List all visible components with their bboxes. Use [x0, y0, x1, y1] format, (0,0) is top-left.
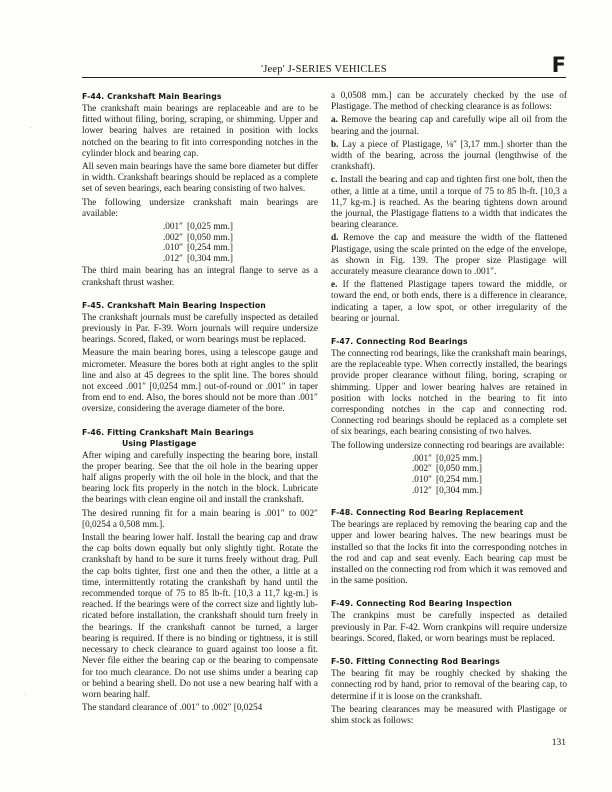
procedure-step [331, 233, 567, 278]
right-column [331, 91, 567, 729]
left-column [82, 91, 318, 716]
spec-inch: .010″ [162, 243, 183, 254]
section-heading [82, 427, 318, 449]
heading-line: Using Plastigage [122, 438, 197, 448]
paragraph: The standard clearance of .001″ to .002″ [0,0254 [82, 703, 263, 714]
procedure-step [331, 175, 567, 231]
header-title: 'Jeep' J-SERIES VEHICLES [261, 64, 387, 75]
section-f44 [82, 91, 318, 289]
step-label: e. [331, 280, 338, 291]
spec-inch: .012″ [411, 485, 432, 496]
procedure-step [331, 280, 567, 325]
spec-inch: .010″ [411, 475, 432, 486]
spec-inch: .012″ [162, 253, 183, 264]
section-f50 [331, 656, 567, 727]
section-f49 [331, 598, 567, 645]
undersize-bearing-list [82, 222, 318, 264]
spec-row [82, 233, 318, 244]
undersize-bearing-list [331, 454, 567, 496]
spec-row [331, 454, 567, 465]
spec-mm: [0,050 mm.] [187, 232, 233, 243]
paragraph: The connecting rod bearings, like the crankshaft main bearings, are the replaceable type. When correctly installed, the bearings provide proper clearance without filing, boring, scraping or shimming. Upper and lower bearing halves are retained in position with locks notched in the bearing to fit into corresponding notches in the cap and connecting rod. Connecting rod bearings should be replaced as a complete set of six bearings, each bearing consisting of two halves. [331, 349, 567, 438]
section-heading: F-45. Crankshaft Main Bearing Inspection [82, 300, 266, 310]
running-header [82, 55, 566, 78]
section-spacer [331, 498, 567, 507]
procedure-step [331, 140, 567, 174]
spec-inch: .001″ [411, 453, 432, 464]
step-label: c. [331, 175, 338, 186]
spec-mm: [0,254 mm.] [436, 475, 482, 486]
section-spacer [331, 589, 567, 598]
section-heading: F-48. Connecting Rod Bearing Replacement [331, 508, 524, 518]
step-text: If the flattened Plastigage tapers toward the middle, or toward the end, or both ends, there is a difference in clearance, indicating a taper, a low spot, or other irregularity of the bearing or journal. [331, 280, 567, 324]
paragraph: Measure the main bearing bores, using a telescope gauge and micrometer. Measure the bores both at right angles to the split line and also at 45 degrees to the split line. The bores should not exceed .001″ [0,0254 mm.] out-of-round or .001″ in taper from end to end. Also, the bores should not be more than .001″ oversize, considering the average diameter of the bore. [82, 348, 318, 415]
spec-row [331, 486, 567, 497]
step-text: Remove the cap and measure the width of the flattened Plastigage, using the scale printed on the edge of the envelope, as shown in Fig. 139. The proper size Plastigage will accurately measure clearance down to .001″. [331, 233, 568, 278]
scan-speck: · [24, 692, 26, 699]
step-label: d. [331, 233, 339, 244]
step-label: b. [331, 139, 339, 150]
step-text: Install the bearing and cap and tighten first one bolt, then the other, a little at a time, until a torque of 75 to 85 lb-ft. [10,3 a 11,7 kg-m.] is reached. As the bearing tightens down around the journal, the Plastigage flattens to a width that indicates the bearing clearance. [331, 175, 567, 231]
section-f45 [82, 300, 318, 416]
section-f46-continued [331, 91, 567, 325]
spec-row [82, 243, 318, 254]
spec-mm: [0,304 mm.] [187, 253, 233, 264]
section-spacer [331, 327, 567, 336]
spec-row [82, 254, 318, 265]
paragraph: The bearing fit may be roughly checked by shaking the connecting rod by hand, prior to removal of the bearing cap, to determine if it is loose on the crankshaft. [331, 669, 567, 702]
page-number: 131 [551, 738, 566, 748]
paragraph: a 0,0508 mm.] can be accurately checked by the use of Plastigage. The method of checking clearance is as follows: [331, 91, 567, 113]
paragraph: The bearings are replaced by removing the bearing cap and the upper and lower bearing halves. The new bearings must be installed so that the locks fit into the corresponding notches in the rod and cap and seat evenly. Each bearing cap must be installed on the connecting rod from which it was removed and in the same position. [331, 520, 567, 587]
paragraph: The bearing clearances may be measured with Plastigage or shim stock as follows: [331, 704, 567, 726]
spec-mm: [0,254 mm.] [187, 243, 233, 254]
procedure-step [331, 115, 567, 137]
spec-inch: .001″ [162, 222, 183, 233]
spec-inch: .002″ [162, 232, 183, 243]
heading-line: F-46. Fitting Crankshaft Main Bearings [82, 427, 254, 437]
section-heading: F-49. Connecting Rod Bearing Inspection [331, 599, 512, 609]
spec-mm: [0,050 mm.] [436, 464, 482, 475]
paragraph: The crankshaft journals must be carefully inspected as detailed previously in Par. F-39. Worn journals will require undersize bearings. Scored, flaked, or worn bearings must be replaced. [82, 312, 318, 346]
spec-row [82, 222, 318, 233]
step-label: a. [331, 115, 338, 126]
section-f46 [82, 427, 318, 715]
section-letter: F [551, 53, 566, 77]
paragraph: The following undersize connecting rod bearings are available: [331, 440, 565, 451]
spec-mm: [0,025 mm.] [187, 222, 233, 233]
spec-inch: .002″ [411, 464, 432, 475]
spec-row [331, 464, 567, 475]
spec-row [331, 475, 567, 486]
scan-speck: · [30, 125, 32, 132]
step-text: Remove the bearing cap and carefully wipe all oil from the bearing and the journal. [331, 115, 567, 137]
paragraph: After wiping and carefully inspecting the bearing bore, install the proper bearing. See that the oil hole in the bearing upper half aligns properly with the oil hole in the block, and that the bearing lock fits properly in the notch in the block. Lubricate the bearings with clean engine oil and install the crankshaft. [82, 450, 318, 506]
paragraph: The following undersize crankshaft main bearings are available: [82, 197, 318, 219]
section-heading: F-50. Fitting Connecting Rod Bearings [331, 657, 500, 667]
section-f48 [331, 507, 567, 587]
paragraph: The crankpins must be carefully inspected as detailed previously in Par. F-42. Worn crankpins will require undersize bearings. Scored, flaked, or worn bearings must be replaced. [331, 611, 567, 644]
paragraph: The third main bearing has an integral flange to serve as a crankshaft thrust washer. [82, 266, 318, 288]
spec-mm: [0,025 mm.] [436, 453, 482, 464]
section-spacer [82, 291, 318, 300]
section-heading: F-47. Connecting Rod Bearings [331, 337, 468, 347]
spec-mm: [0,304 mm.] [436, 485, 482, 496]
step-text: Lay a piece of Plastigage, ⅛″ [3,17 mm.] shorter than the width of the bearing, across the journal (lengthwise of the crankshaft). [331, 139, 568, 173]
section-spacer [331, 647, 567, 656]
section-heading: F-44. Crankshaft Main Bearings [82, 92, 222, 101]
section-spacer [82, 418, 318, 427]
paragraph: The crankshaft main bearings are replaceable and are to be fitted without filing, boring, scraping, or shimming. Upper and lower bearing halves are retained in position with locks notched on the bearing to fit into corresponding notches in the cylinder block and bearing cap. [82, 104, 318, 159]
paragraph: Install the bearing lower half. Install the bearing cap and draw the cap bolts down equally but only slightly tight. Rotate the crankshaft by hand to be sure it turns freely without drag. Pull the cap bolts tighter, first one and then the other, a little at a time, intermittently rotating the crankshaft by hand until the recommended torque of 75 to 85 lb-ft. [10,3 a 11,7 kg-m.] is reached. If the bearings were of the correct size and lightly lubricated before installation, the crankshaft should turn freely in the bearings. If the crankshaft cannot be turned, a larger bearing is required. If there is no binding or tightness, it is still necessary to check clearance to guard against too loose a fit. Never file either the bearing cap or the bearing to compensate for too much clearance. Do not use shims under a bearing cap or behind a bearing shell. Do not use a new bearing half with a worn bearing half. [82, 533, 318, 700]
paragraph: The desired running fit for a main bearing is .001″ to 002″ [0,0254 a 0,508 mm.]. [82, 508, 318, 530]
section-f47 [331, 336, 567, 496]
paragraph: All seven main bearings have the same bore diameter but differ in width. Crankshaft bearings should be replaced as a complete set of seven bearings, each bearing consisting of two halves. [82, 162, 318, 195]
